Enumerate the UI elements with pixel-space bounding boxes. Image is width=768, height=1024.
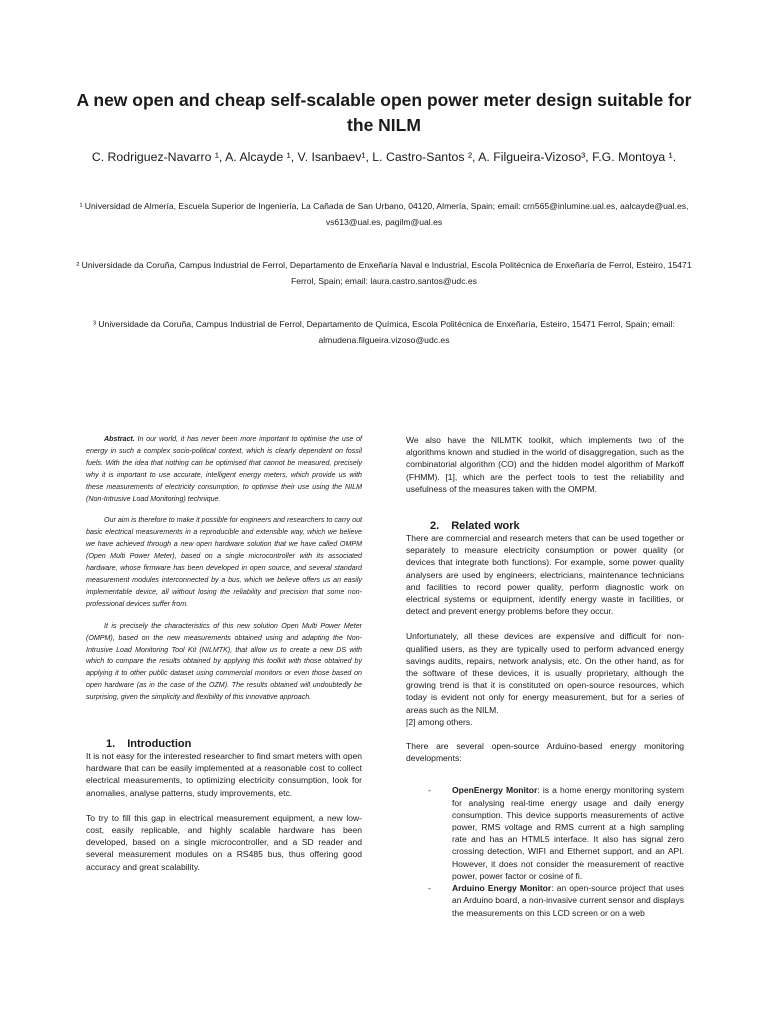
body-paragraph: [2] among others. <box>406 716 473 727</box>
body-paragraph: We also have the NILMTK toolkit, which implements two of the algorithms known and studied in the world of disaggregation, such as the combinatorial algorithm (CO) and the hidden model algorithm of Markoff (FHMM). [1], which are the perfect tools to test the reliability and usefulness of the measures taken with the OMPM. <box>406 435 684 494</box>
body-paragraph: There are several open-source Arduino-based energy monitoring developments: <box>406 741 684 764</box>
affiliation-1: ¹ Universidad de Almería, Escuela Superior de Ingeniería, La Cañada de San Urbano, 04120, Almería, Spain; email: crn565@inlumine.ual.es, aalcayde@ual.es, vs613@ual.es, pagilm@ual.es <box>79 201 689 227</box>
section-title: Introduction <box>127 738 192 751</box>
abstract-paragraph <box>86 434 362 505</box>
right-column <box>406 434 684 919</box>
list-item-text <box>452 784 684 882</box>
list-item <box>406 882 684 919</box>
section-number: 1. <box>106 738 116 751</box>
list-dash: - <box>428 785 431 796</box>
abstract-paragraph: It is precisely the characteristics of this new solution Open Multi Power Meter (OMPM), based on the new measurements obtained using and adapting the Non-Intrusive Load Monitoring Tool Kit (NILMTK), that allow us to create a new DS with which to compare the results obtained by applying this toolkit with those obtained by applying it to other public dataset using commercial monitors or even those based on open hardware (as in the case of the OZM). The results obtained will undoubtedly be surprising, given the simplicity and flexibility of this innovative approach. <box>86 621 362 702</box>
project-name: OpenEnergy Monitor <box>452 785 538 796</box>
body-paragraph: It is not easy for the interested researcher to find smart meters with open hardware that can be easily implemented at a reasonable cost to collect electrical measurements, to optimizing electricity consumption, look for anomalies, analyse patterns, study improvements, etc. <box>86 751 362 798</box>
section-heading-related-work <box>406 520 684 532</box>
body-paragraph: Unfortunately, all these devices are expensive and difficult for non-qualified users, as they are typically used to perform advanced energy savings audits, repairs, network analysis, etc. On the other hand, as for the software of these devices, it is usually proprietary, although the growing trend is that it is constituted on open-source resources, which today is evident not only for energy measurement, but for a series of areas such as the NILM. <box>406 631 684 715</box>
author-list: C. Rodriguez-Navarro ¹, A. Alcayde ¹, V. Isanbaev¹, L. Castro-Santos ², A. Filgueira-Vizoso³, F.G. Montoya ¹. <box>91 150 677 164</box>
project-description: : is a home energy monitoring system for analysing real-time energy usage and daily energy consumption. This device supports measurements of active power, RMS voltage and RMS current at a high sampling rate and has an HTML5 interface. It also has signal zero crossing detection, WIFI and Ethernet support, and an API. However, it does not consider the measurement of reactive power, power factor or cosine of fi. <box>452 785 684 881</box>
section-number: 2. <box>430 520 440 533</box>
body-paragraph: There are commercial and research meters that can be used together or separately to measure electricity consumption or power quality (or devices that integrate both functions). For example, some power quality analysers are used by engineers, electricians, maintenance technicians and facilities to record power quality, perform diagnostic work on electrical systems or equipment, identify energy waste in facilities, or detect and prevent energy problems before they occur. <box>406 533 684 617</box>
project-name: Arduino Energy Monitor <box>452 883 552 894</box>
section-title: Related work <box>451 520 520 533</box>
section-heading-introduction <box>86 738 362 750</box>
affiliation-2: ² Universidade da Coruña, Campus Industrial de Ferrol, Departamento de Enxeñaría Naval e Industrial, Escola Politécnica de Enxeñaría de Ferrol, Esteiro, 15471 Ferrol, Spain; email: laura.castro.santos@udc.es <box>76 260 692 286</box>
list-item <box>406 784 684 882</box>
project-list <box>406 784 684 918</box>
abstract-label: Abstract. <box>104 435 135 443</box>
abstract-text: In our world, it has never been more important to optimise the use of energy in such a complex socio-political context, which is clearly dependent on fossil fuels. With the idea that nothing can be optimised that cannot be measured, precisely why it is important to use accurate, intelligent energy meters, which provide us with these measurements of electricity consumption, to optimise their use using the NILM (Non-Intrusive Load Monitoring) technique. <box>86 435 362 503</box>
abstract <box>86 434 362 704</box>
body-paragraph: To try to fill this gap in electrical measurement equipment, a new low-cost, easily replicable, and highly scalable hardware has been developed, based on a single microcontroller, and a SD reader and several measurement modules on a RS485 bus, thus offering good accuracy and great scalability. <box>86 812 362 872</box>
list-item-text <box>452 882 684 919</box>
list-dash: - <box>428 883 431 894</box>
left-column <box>86 434 362 873</box>
paper-title: A new open and cheap self-scalable open power meter design suitable for the NILM <box>76 90 692 135</box>
project-description: : an open-source project that uses an Arduino board, a non-invasive current sensor and displays the measurements on this LCD screen or on a web <box>452 883 685 918</box>
affiliation-3: ³ Universidade da Coruña, Campus Industrial de Ferrol, Departamento de Química, Escola Politécnica de Enxeñaría, Esteiro, 15471 Ferrol, Spain; email: almudena.filgueira.vizoso@udc.es <box>93 319 675 345</box>
abstract-paragraph: Our aim is therefore to make it possible for engineers and researchers to carry out basic electrical measurements in a reproducible and extensible way, which we believe we have achieved through a new open hardware solution that we have called OMPM (Open Multi Power Meter), based on a single microcontroller with its associated hardware, whose firmware has been developed in open source, and several standard measurement modules interconnected by a bus, which we believe offers us an easily implementable device, all without losing the reliability and precision that some non-professional devices suffer from. <box>86 516 362 608</box>
